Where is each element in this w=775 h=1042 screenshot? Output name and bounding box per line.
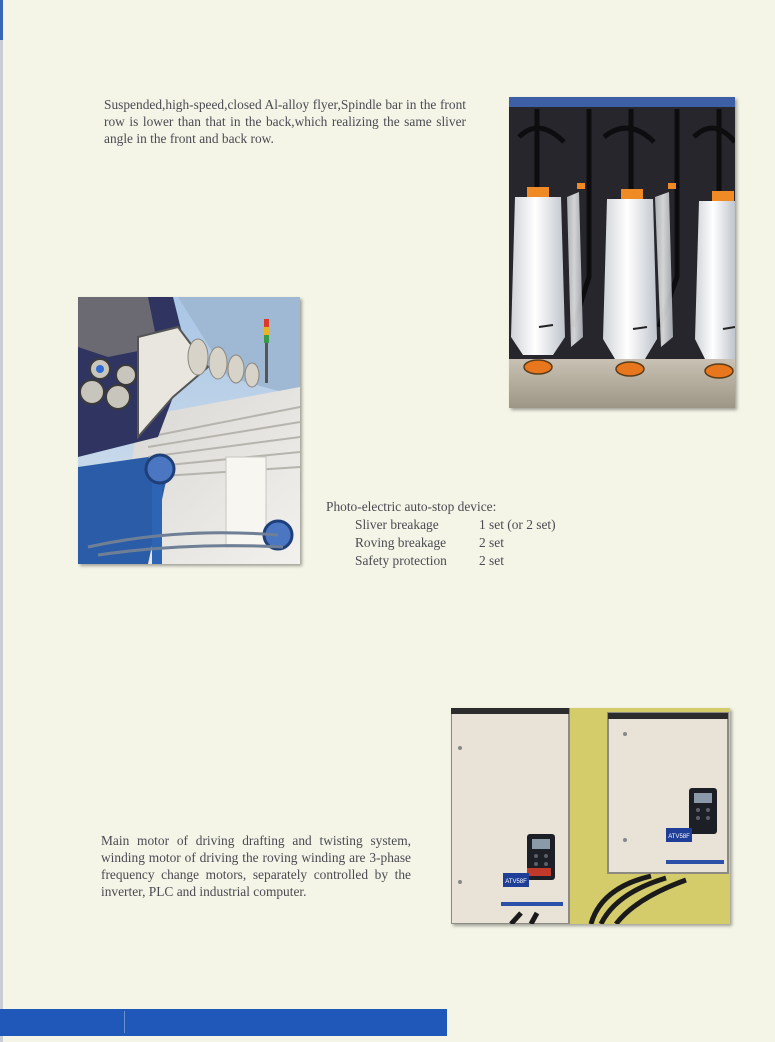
- spec-row: [326, 552, 556, 570]
- spec-label: Safety protection: [355, 553, 447, 568]
- inverter-cabinet-photo: [451, 708, 730, 924]
- spec-value: 2 set: [479, 553, 504, 568]
- inverter-model-left: ATV58F: [505, 879, 527, 885]
- spec-label: Roving breakage: [355, 535, 447, 550]
- spec-value: 1 set (or 2 set): [479, 517, 556, 532]
- auto-stop-heading: Photo-electric auto-stop device:: [326, 499, 497, 514]
- flyer-description: Suspended,high-speed,closed Al-alloy flyer,Spindle bar in the front row is lower than that in the back,which realizing the same sliver angle in the front and back row.: [104, 97, 466, 146]
- spec-row: [326, 516, 556, 534]
- spec-value: 2 set: [479, 535, 504, 550]
- page-left-edge: [0, 0, 3, 1042]
- flyer-photo: [509, 97, 735, 408]
- motor-description: Main motor of driving drafting and twisting system, winding motor of driving the roving winding are 3-phase frequency change motors, separately controlled by the inverter, PLC and industrial computer.: [101, 833, 411, 899]
- spec-label: Sliver breakage: [355, 517, 439, 532]
- footer-accent-bar: [0, 1009, 447, 1036]
- drafting-system-photo: [78, 297, 300, 564]
- footer-bar-divider: [124, 1011, 125, 1033]
- inverter-model-right: ATV58F: [668, 834, 690, 840]
- auto-stop-spec-block: [326, 498, 556, 570]
- page-edge-mark: [0, 0, 3, 40]
- spec-row: [326, 534, 556, 552]
